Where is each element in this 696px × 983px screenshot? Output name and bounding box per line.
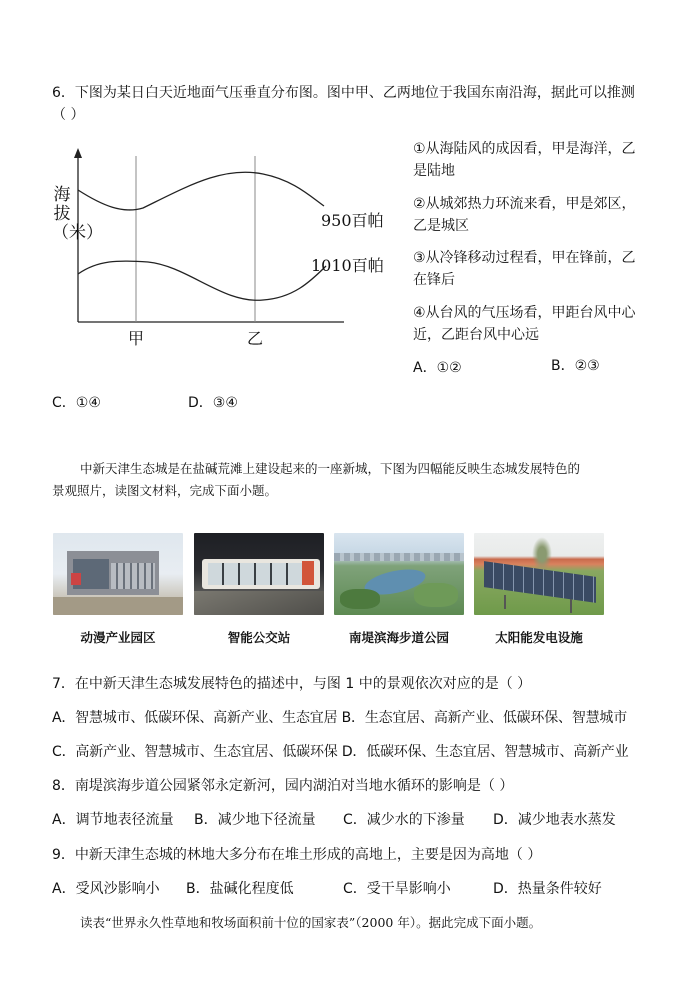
q6-statement-3: ③从冷锋移动过程看，甲在锋前，乙在锋后	[413, 250, 636, 288]
q6-answer-paren: （ ）	[52, 107, 85, 123]
isobar-950	[78, 172, 324, 210]
photo-caption-1: 动漫产业园区	[80, 630, 156, 645]
q7-options-line-2: C．高新产业、智慧城市、生态宜居、低碳环保 D．低碳环保、生态宜居、智慧城市、高新产业	[52, 744, 629, 760]
table-intro: 读表“世界永久性草地和牧场面积前十位的国家表”（2000 年）。据此完成下面小题。	[80, 915, 542, 930]
q8-option-c: C．减少水的下渗量	[343, 812, 465, 828]
q6-stem: 6．下图为某日白天近地面气压垂直分布图。图中甲、乙两地位于我国东南沿海，据此可以推测	[52, 85, 635, 101]
photo-caption-4: 太阳能发电设施	[495, 630, 583, 645]
q7-stem: 7．在中新天津生态城发展特色的描述中，与图 1 中的景观依次对应的是（ ）	[52, 676, 532, 692]
q9-option-b: B．盐碱化程度低	[186, 881, 294, 897]
q7-options-line-1: A．智慧城市、低碳环保、高新产业、生态宜居 B．生态宜居、高新产业、低碳环保、智慧城市	[52, 710, 628, 726]
q9-option-a: A．受风沙影响小	[52, 881, 160, 897]
q6-option-b: B．②③	[551, 358, 600, 374]
x-label-yi: 乙	[247, 329, 264, 348]
q8-option-b: B．减少地下径流量	[194, 812, 316, 828]
q8-stem: 8．南堤滨海步道公园紧邻永定新河，园内湖泊对当地水循环的影响是（ ）	[52, 778, 514, 794]
q8-option-d: D．减少地表水蒸发	[493, 812, 616, 828]
photo-solar-power-facility	[474, 533, 604, 615]
photo-coastal-walkway-park	[334, 533, 464, 615]
intro-line-2: 景观照片，读图文材料，完成下面小题。	[52, 483, 278, 498]
q6-statement-2: ②从城郊热力环流来看，甲是郊区，乙是城区	[413, 196, 636, 234]
y-axis-label: 海拔（米）	[52, 185, 103, 243]
isobar-1010	[78, 261, 326, 300]
isobar-1010-label: 1010百帕	[311, 256, 384, 275]
q8-option-a: A．调节地表径流量	[52, 812, 174, 828]
x-label-jia: 甲	[128, 329, 145, 348]
photo-smart-bus-stop	[194, 533, 324, 615]
y-axis-arrow	[74, 148, 82, 158]
q6-option-c: C．①④	[52, 395, 101, 411]
q6-option-d: D．③④	[188, 395, 238, 411]
q6-statement-4: ④从台风的气压场看，甲距台风中心近，乙距台风中心远	[413, 305, 636, 343]
q9-stem: 9．中新天津生态城的林地大多分布在堆土形成的高地上，主要是因为高地（ ）	[52, 847, 542, 863]
q6-statement-1: ①从海陆风的成因看，甲是海洋，乙是陆地	[413, 141, 636, 179]
photo-caption-2: 智能公交站	[227, 630, 291, 645]
q9-option-d: D．热量条件较好	[493, 881, 602, 897]
photo-animation-industrial-park	[53, 533, 183, 615]
intro-line-1: 中新天津生态城是在盐碱荒滩上建设起来的一座新城，下图为四幅能反映生态城发展特色的	[80, 461, 581, 476]
photo-caption-3: 南堤滨海步道公园	[348, 630, 449, 645]
isobar-950-label: 950百帕	[321, 211, 384, 230]
q9-option-c: C．受干旱影响小	[343, 881, 451, 897]
pressure-diagram	[48, 148, 400, 348]
q6-option-a: A．①②	[413, 360, 462, 376]
